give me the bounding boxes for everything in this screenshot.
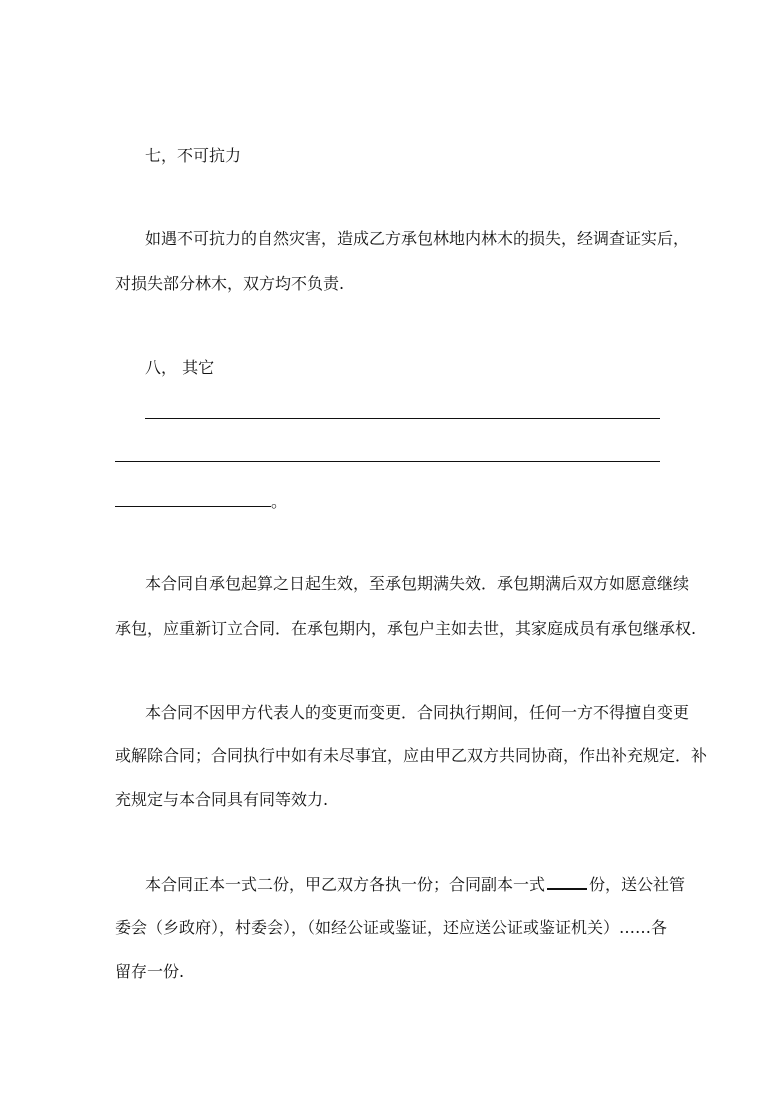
fill-in-line-3 — [115, 492, 271, 507]
copies-para-line-1 — [145, 874, 685, 895]
change-para-line-1: 本合同不因甲方代表人的变更而变更．合同执行期间，任何一方不得擅自变更 — [145, 703, 690, 722]
section-8-heading: 八， 其它 — [145, 358, 215, 377]
section-7-heading: 七，不可抗力 — [145, 146, 242, 165]
fill-in-line-3-row — [115, 492, 287, 512]
copies-para-line-2: 委会（乡政府），村委会），（如经公证或鉴证，还应送公证或鉴证机关）……各 — [115, 918, 668, 937]
change-para-line-2: 或解除合同；合同执行中如有未尽事宜，应由甲乙双方共同协商，作出补充规定．补 — [115, 746, 708, 765]
end-mark: 。 — [271, 492, 288, 511]
copies-text-b: 份，送公社管 — [589, 875, 686, 894]
copies-para-line-3: 留存一份. — [115, 962, 185, 981]
copies-text-a: 本合同正本一式二份，甲乙双方各执一份；合同副本一式 — [145, 875, 546, 894]
section-7-text-line-2: 对损失部分林木，双方均不负责. — [115, 274, 345, 293]
fill-in-line-2 — [115, 461, 660, 462]
validity-para-line-1: 本合同自承包起算之日起生效，至承包期满失效．承包期满后双方如愿意继续 — [145, 574, 690, 593]
copies-blank — [547, 874, 587, 890]
section-7-text-line-1: 如遇不可抗力的自然灾害，造成乙方承包林地内林木的损失，经调查证实后， — [145, 229, 690, 248]
validity-para-line-2: 承包，应重新订立合同．在承包期内，承包户主如去世，其家庭成员有承包继承权. — [115, 619, 697, 638]
fill-in-line-1 — [145, 418, 660, 419]
change-para-line-3: 充规定与本合同具有同等效力. — [115, 790, 329, 809]
